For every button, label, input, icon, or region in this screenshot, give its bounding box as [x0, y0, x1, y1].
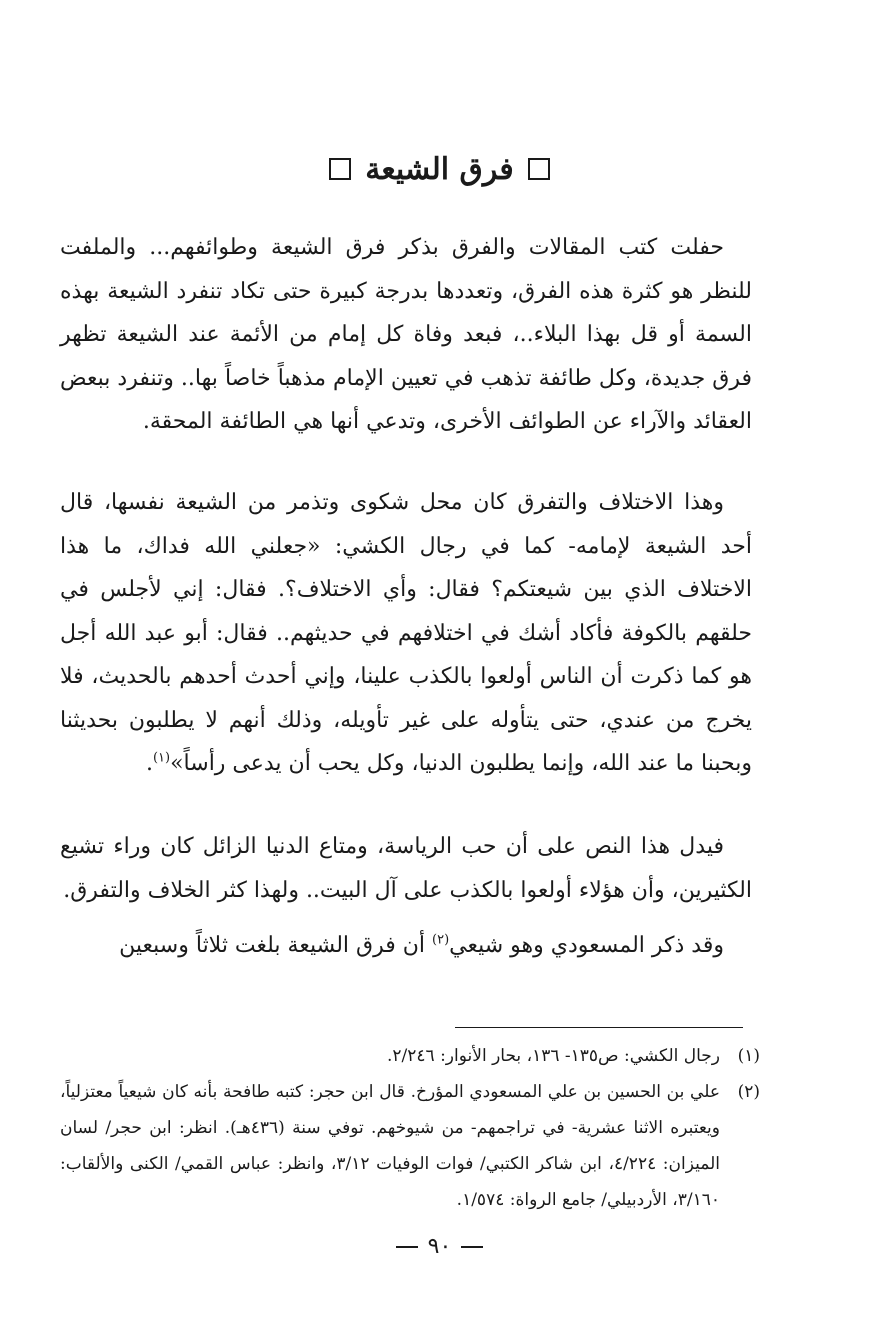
footnote-text: علي بن الحسين بن علي المسعودي المؤرخ. قال ابن حجر: كتبه طافحة بأنه كان شيعياً معتزلياً، ويعتبره الاثنا عشرية- في تراجمهم- من شيوخهم. توفي سنة (٤٣٦هـ). انظر: ابن حجر/ لسان الميزان: ٤/٢٢٤، ابن شاكر الكتبي/ فوات الوفيات ٣/١٢، وانظر: عباس القمي/ الكنى والألقاب: ٣/١٦٠، الأردبيلي/ جامع الرواة: ١/٥٧٤.	[60, 1082, 720, 1210]
paragraph-2-text: وهذا الاختلاف والتفرق كان محل شكوى وتذمر من الشيعة نفسها، قال أحد الشيعة لإمامه- كما في رجال الكشي: «جعلني الله فداك، ما هذا الاختلاف الذي بين شيعتكم؟ فقال: وأي الاختلاف؟. فقال: إني لأجلس في حلقهم بالكوفة فأكاد أشك في اختلافهم في حديثهم.. فقال: أبو عبد الله أجل هو كما ذكرت أن الناس أولعوا بالكذب علينا، وإني أحدث أحدهم بالحديث، فلا يخرج من عندي، حتى يتأوله على غير تأويله، وذلك أنهم لا يطلبون بحديثنا وبحبنا ما عند الله، وإنما يطلبون الدنيا، وكل يحب أن يدعى رأساً»	[60, 490, 752, 776]
footnote-number: (٢)	[737, 1082, 760, 1102]
footnote-1	[60, 1038, 760, 1074]
page-number-dash-right	[461, 1246, 483, 1248]
page-number-dash-left	[396, 1246, 418, 1248]
footnote-number: (١)	[737, 1046, 760, 1066]
paragraph-4-text-b: أن فرق الشيعة بلغت ثلاثاً وسبعين	[119, 933, 426, 958]
title-text: فرق الشيعة	[365, 152, 514, 187]
page-number	[0, 1234, 879, 1259]
footnote-ref-1: (١)	[152, 750, 171, 766]
page-title	[0, 146, 879, 194]
footnote-2	[60, 1074, 760, 1218]
paragraph-4	[60, 924, 752, 968]
footnote-divider	[455, 1027, 743, 1028]
footnote-text: رجال الكشي: ص١٣٥- ١٣٦، بحار الأنوار: ٢/٢٤٦.	[387, 1046, 720, 1066]
paragraph-3: فيدل هذا النص على أن حب الرياسة، ومتاع الدنيا الزائل كان وراء تشيع الكثيرين، وأن هؤلاء أولعوا بالكذب على آل البيت.. ولهذا كثر الخلاف والتفرق.	[60, 834, 752, 903]
page-number-text: ٩٠	[427, 1234, 452, 1259]
footnote-ref-2: (٢)	[432, 932, 450, 948]
paragraph-4-text-a: وقد ذكر المسعودي وهو شيعي	[449, 933, 724, 958]
paragraph-2: وهذا الاختلاف والتفرق كان محل شكوى وتذمر من الشيعة نفسها، قال أحد الشيعة لإمامه- كما في رجال الكشي: «جعلني الله فداك، ما هذا الاختلاف الذي بين شيعتكم؟ فقال: وأي الاختلاف؟. فقال: إني لأجلس في حلقهم بالكوفة فأكاد أشك في اختلافهم في حديثهم.. فقال: أبو عبد الله أجل هو كما ذكرت أن الناس أولعوا بالكذب علينا، وإني أحدث أحدهم بالحديث، فلا يخرج من عندي، حتى يتأوله على غير تأويله، وذلك أنهم لا يطلبون بحديثنا وبحبنا ما عند الله، وإنما يطلبون الدنيا، وكل يحب أن يدعى رأساً»$^{(١)}$.	[60, 490, 752, 776]
paragraph-1: حفلت كتب المقالات والفرق بذكر فرق الشيعة وطوائفهم... والملفت للنظر هو كثرة هذه الفرق، وتعددها بدرجة كبيرة حتى تكاد تنفرد الشيعة بهذه السمة أو قل بهذا البلاء..، فبعد وفاة كل إمام من الأئمة عند الشيعة تظهر فرق جديدة، وكل طائفة تذهب في تعيين الإمام مذهباً خاصاً بها.. وتنفرد ببعض العقائد والآراء عن الطوائف الأخرى، وتدعي أنها هي الطائفة المحقة.	[60, 235, 752, 434]
title-box-right-icon	[528, 158, 550, 180]
title-box-left-icon	[329, 158, 351, 180]
footnotes	[60, 1038, 760, 1218]
